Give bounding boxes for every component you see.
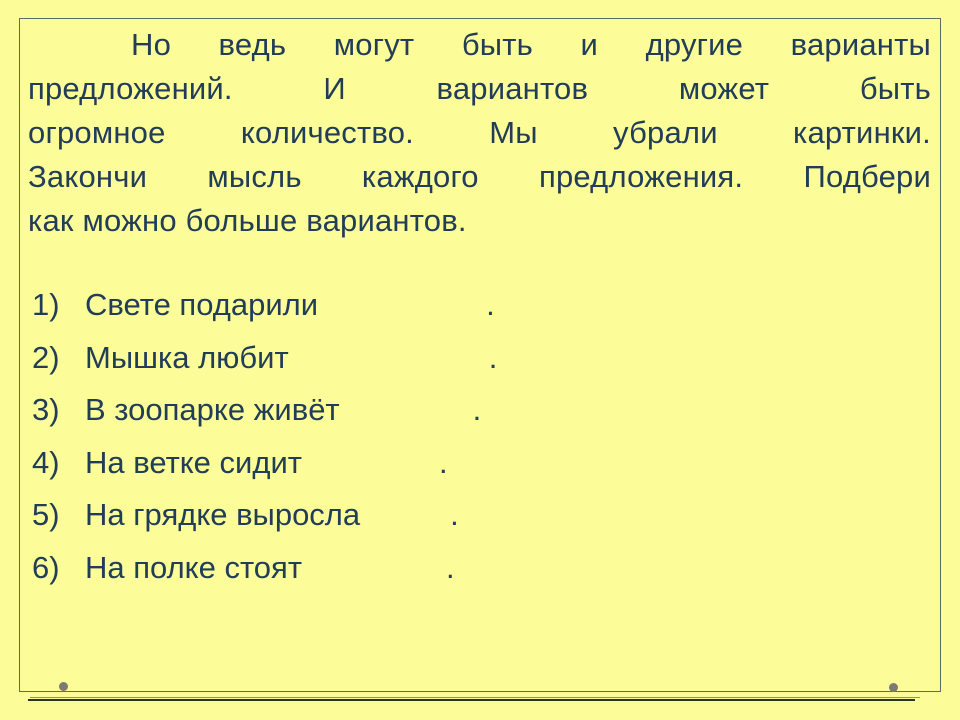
list-item-period: .: [486, 287, 495, 322]
list-item-number: 5): [32, 497, 60, 532]
list-item-text: На ветке сидит: [85, 444, 302, 480]
footer-right-dot: [889, 683, 898, 692]
missing-word-blank: [318, 314, 486, 315]
list-item-period: .: [446, 549, 455, 585]
list-item-period: .: [438, 444, 448, 480]
list-item-text: Мышка любит: [85, 339, 289, 375]
list-item-number: 1): [32, 287, 60, 322]
missing-word-blank: [302, 577, 446, 578]
list-item: [32, 384, 932, 437]
list-item-text: На грядке выросла: [85, 497, 361, 532]
paragraph-line: Закончи мысль каждого предложения. Подбери: [28, 159, 931, 194]
list-item-number: 3): [32, 392, 60, 427]
paragraph-line: предложений. И вариантов может быть: [28, 71, 931, 106]
list-item-text: Свете подарили: [85, 287, 319, 322]
footer-divider-thin-line: [30, 697, 920, 698]
list-item-text: В зоопарке живёт: [85, 392, 340, 427]
footer-left-dot: [59, 682, 68, 691]
intro-paragraph: [28, 23, 931, 243]
missing-word-blank: [360, 524, 450, 525]
list-item-number: 4): [32, 444, 60, 480]
paragraph-line: как можно больше вариантов.: [28, 203, 467, 238]
list-item-period: .: [488, 339, 498, 375]
missing-word-blank: [302, 472, 439, 473]
list-item: [32, 489, 932, 542]
footer-divider-thick-line: [28, 699, 915, 701]
slide-text-box: [19, 18, 941, 692]
paragraph-line: Но ведь могут быть и другие варианты: [131, 27, 931, 62]
paragraph-line: огромное количество. Мы убрали картинки.: [28, 115, 931, 150]
list-item: [32, 542, 932, 595]
list-item-period: .: [450, 497, 459, 532]
missing-word-blank: [340, 419, 473, 420]
list-item: [32, 437, 932, 490]
list-item: [32, 279, 932, 332]
list-item-text: На полке стоят: [85, 549, 303, 585]
list-item: [32, 332, 932, 385]
list-item-number: 2): [32, 339, 60, 375]
list-item-period: .: [472, 392, 482, 427]
list-item-number: 6): [32, 549, 60, 585]
sentence-list: [28, 279, 932, 594]
missing-word-blank: [289, 367, 489, 368]
